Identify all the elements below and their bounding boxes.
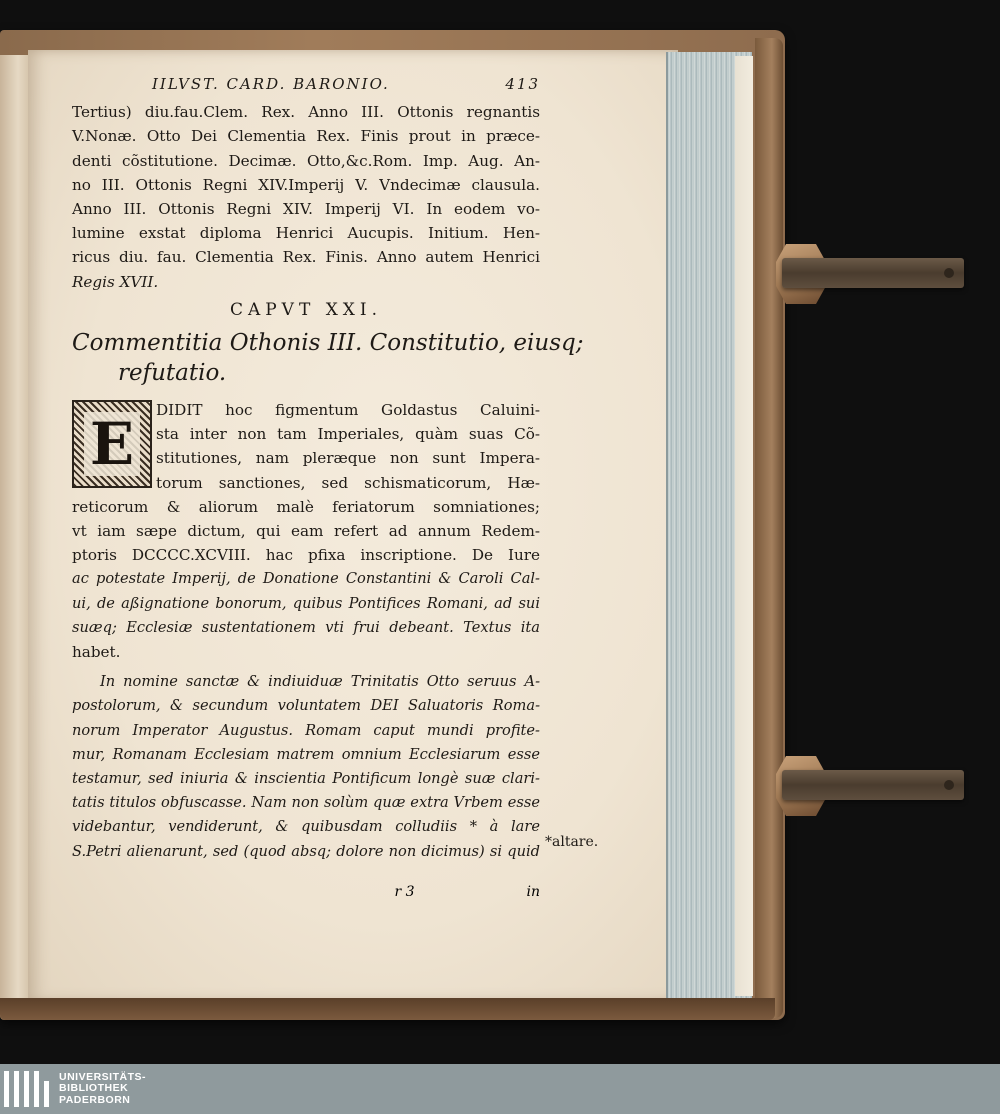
- text-line: ptoris DCCCC.XCVIII. hac pfixa inscriptione. De Iure: [72, 546, 540, 565]
- charter-line: videbantur, vendiderunt, & quibusdam colludiis * à lare: [72, 818, 540, 836]
- charter-line: S.Petri alienarunt, sed (quod absq; dolore non dicimus) si quid: [72, 842, 540, 860]
- text-line: Regis XVII.: [72, 272, 159, 291]
- charter-line: postolorum, & secundum voluntatem DEI Saluatoris Roma-: [72, 697, 540, 715]
- lower-clasp-strap: [782, 770, 964, 800]
- upper-clasp: [776, 252, 966, 296]
- catchword: in: [526, 884, 540, 900]
- running-head-title: IILVST. CARD. BARONIO.: [152, 75, 390, 93]
- charter-line: tatis titulos obfuscasse. Nam non solùm quæ extra Vrbem esse: [72, 794, 540, 812]
- text-line: V.Nonæ. Otto Dei Clementia Rex. Finis prout in præce-: [72, 127, 540, 146]
- upper-clasp-strap: [782, 258, 964, 288]
- text-line: ac potestate Imperij, de Donatione Constantini & Caroli Cal-: [72, 570, 540, 588]
- back-board: [755, 38, 783, 1018]
- text-line: torum sanctiones, sed schismaticorum, Hæ-: [156, 473, 540, 492]
- lower-clasp: [776, 764, 966, 808]
- text-line: Tertius) diu.fau.Clem. Rex. Anno III. Ottonis regnantis: [72, 103, 540, 122]
- library-name: [59, 1072, 146, 1107]
- text-line: no III. Ottonis Regni XIV.Imperij V. Vndecimæ clausula.: [72, 175, 540, 194]
- text-line: ricus diu. fau. Clementia Rex. Finis. Anno autem Henrici: [72, 248, 540, 267]
- library-name-line: UNIVERSITÄTS-: [59, 1070, 147, 1083]
- running-head: [152, 72, 540, 96]
- charter-line: In nomine sanctæ & indiuiduæ Trinitatis Otto seruus A-: [100, 673, 540, 691]
- charter-line: norum Imperator Augustus. Romam caput mundi profite-: [72, 721, 540, 739]
- signature-mark: r 3: [394, 884, 415, 900]
- library-name-line: PADERBORN: [59, 1093, 131, 1106]
- text-line: denti cõstitutione. Decimæ. Otto,&c.Rom. Imp. Aug. An-: [72, 151, 540, 170]
- text-line: DIDIT hoc figmentum Goldastus Caluini-: [156, 401, 540, 420]
- dropcap-paragraph: [72, 398, 540, 495]
- library-logo-icon: [4, 1071, 49, 1107]
- text-line: lumine exstat diploma Henrici Aucupis. Initium. Hen-: [72, 224, 540, 243]
- chapter-title-continued: refutatio.: [118, 360, 227, 387]
- charter-line: mur, Romanam Ecclesiam matrem omnium Ecclesiarum esse: [72, 745, 540, 763]
- chapter-number: CAPVT XXI.: [229, 299, 383, 320]
- chapter-title: Commentitia Othonis III. Constitutio, eiusq;: [72, 330, 584, 357]
- text-line: reticorum & aliorum malè feriatorum somniationes;: [72, 497, 540, 516]
- text-line: habet.: [72, 643, 121, 662]
- initial-letter: E: [84, 412, 140, 476]
- text-line: Anno III. Ottonis Regni XIV. Imperij VI. In eodem vo-: [72, 200, 540, 219]
- bottom-board-edge: [0, 998, 775, 1020]
- text-line: sta inter non tam Imperiales, quàm suas Cõ-: [156, 425, 540, 444]
- facing-page-edge: [0, 55, 30, 1000]
- text-line: vt iam sæpe dictum, qui eam refert ad annum Redem-: [72, 522, 540, 541]
- library-banner: [0, 1064, 1000, 1114]
- text-line: stitutiones, nam pleræque non sunt Impera-: [156, 449, 540, 468]
- page-number: 413: [505, 75, 540, 93]
- library-name-line: BIBLIOTHEK: [59, 1082, 129, 1095]
- page-fore-edge-inner: [735, 56, 753, 996]
- margin-note: *altare.: [545, 834, 599, 850]
- decorated-initial: [72, 400, 152, 488]
- charter-line: testamur, sed iniuria & inscientia Pontificum longè suæ clari-: [72, 770, 540, 788]
- page-footer: [72, 884, 540, 900]
- text-line: ui, de aßignatione bonorum, quibus Pontifices Romani, ad sui: [72, 594, 540, 612]
- text-line: suæq; Ecclesiæ sustentationem vti frui debeant. Textus ita: [72, 618, 540, 636]
